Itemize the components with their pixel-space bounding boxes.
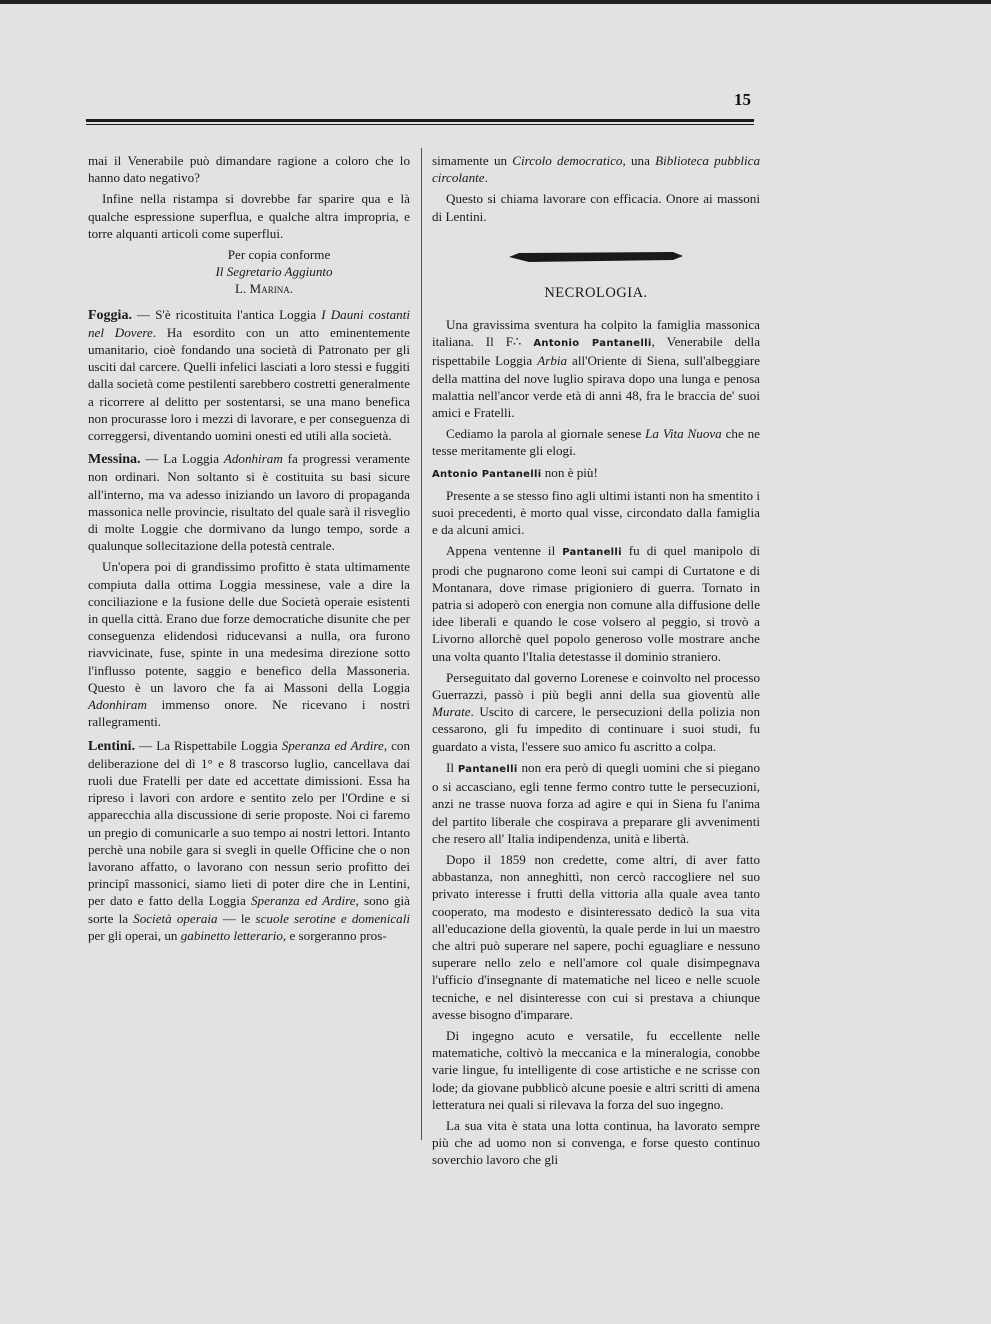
text: . Uscito di carcere, le persecuzioni della polizia non cessarono, gli fu impedito di continuare i suoi studi, fu guardato a vista, l'essere suo amico fu ascritto a colpa. bbox=[432, 704, 760, 754]
paragraph bbox=[432, 190, 760, 224]
text: Questo si chiama lavorare con efficacia. Onore ai massoni di Lentini. bbox=[432, 191, 760, 224]
emphasis: Circolo democratico bbox=[512, 153, 623, 168]
right-column bbox=[432, 152, 760, 1173]
paragraph bbox=[432, 1027, 760, 1113]
text: — le bbox=[217, 910, 256, 926]
text: . bbox=[484, 170, 488, 186]
paragraph bbox=[88, 152, 410, 186]
text: fa progressi veramente non ordinari. Non soltanto si è costituita su basi sicure all'interno, ma va adesso iniziando un lavoro di propaganda massonica nelle provincie, risultato del quale sarà il risveglio di molte Loggie che dormivano da lungo tempo, sorde a qualunque sollecitazione della potestà centrale. bbox=[88, 451, 410, 554]
text: Appena ventenne il bbox=[446, 543, 563, 559]
text: Una gravissima sventura ha colpito la famiglia massonica italiana. Il F∴ bbox=[432, 317, 760, 350]
lodge-name: Adonhiram bbox=[88, 697, 147, 713]
paragraph bbox=[432, 542, 760, 664]
paragraph bbox=[432, 487, 760, 539]
newspaper-name: La Vita Nuova bbox=[645, 426, 722, 442]
section-ornament bbox=[509, 251, 683, 263]
paragraph bbox=[432, 851, 760, 1023]
text: per gli operai, un bbox=[88, 927, 181, 943]
text: — S'è ricostituita l'antica Loggia bbox=[131, 306, 322, 322]
page-number: 15 bbox=[734, 90, 751, 109]
text: che ne tesse meritamente gli elogi. bbox=[432, 426, 760, 459]
news-item-lentini bbox=[88, 737, 410, 944]
paragraph bbox=[432, 759, 760, 847]
text: Infine nella ristampa si dovrebbe far sparire qua e là qualche espressione superflua, e qualche altra impropria, e torre alquanti articoli come superflui. bbox=[88, 191, 410, 241]
signature-line: Per copia conforme bbox=[227, 247, 331, 263]
news-item-foggia bbox=[88, 306, 410, 445]
text: Di ingegno acuto e versatile, fu eccellente nelle matematiche, coltivò la meccanica e la mineralogia, conobbe varie lingue, fu intelligente di cose artistiche e ne scrisse con lode; da giovane pubblicò alcune poesie e altri scritti di amena letteratura nei quali si rilevava la forza del suo ingegno. bbox=[432, 1027, 760, 1112]
paragraph bbox=[432, 316, 760, 421]
text: — La Loggia bbox=[140, 451, 224, 467]
person-name: Pantanelli bbox=[562, 547, 622, 559]
paragraph bbox=[432, 464, 760, 483]
text: fu di quel manipolo di prodi che pugnarono come leoni sui campi di Curtatone e di Montanara, dove rimase prigioniero di guerra. Tornato in patria si adoperò con energia non comune alla diffusione delle idee liberali e quando le cose volsero al peggio, si trovò a Livorno allorchè quel popolo generoso volle mostrare anche una volta quanto l'Italia detestasse il dominio straniero. bbox=[432, 543, 760, 664]
text: Cediamo la parola al giornale senese bbox=[446, 426, 646, 442]
place-name: Foggia. bbox=[88, 307, 132, 323]
text: , una bbox=[622, 153, 656, 168]
section-title: NECROLOGIA. bbox=[544, 284, 648, 301]
left-column bbox=[88, 152, 410, 948]
emphasis: gabinetto letterario bbox=[180, 927, 283, 943]
text: , Venerabile della rispettabile Loggia bbox=[432, 334, 760, 369]
text: . Ha esordito con un atto eminentemente umanitario, cioè fondando una società di Patronato per gli usciti dal carcere. Quelli infelici lasciati a loro stessi e fuggiti dalla società come pestilenti sarebbero costretti generalmente a ricorrere al delitto per sostentarsi, se una mano benefica non procurasse loro i mezzi di lavorare, e per conseguenza di correggersi, diventando uomini onesti ed utili alla società. bbox=[88, 324, 410, 444]
text: Perseguitato dal governo Lorenese e coinvolto nel processo Guerrazzi, passò i più begli anni della sua gioventù alle bbox=[432, 669, 760, 703]
text: Un'opera poi di grandissimo profitto è stata ultimamente compiuta dalla ottima Loggia messinese, vale a dire la conciliazione e la fusione delle due Società operaie esistenti in quella città. Erano due forze democratiche disunite che per conseguenza elidendosi riducevansi a nulla, ora furono riavvicinate, fuse, spinte in una medesima direzione sotto l'influsso potente, saggio e benefico della Massoneria. Questo è un lavoro che fa ai Massoni della Loggia bbox=[88, 559, 410, 695]
text: , con deliberazione del dì 1° e 8 trascorso luglio, cancellava dai ruoli due Fratelli per date ed accettate dimissioni. Essa ha ripreso i lavori con ardore e sentito zelo per l'Ordine e si apparecchia alla discussione di serie proposte. Noi ci faremo un pregio di comunicarle a suo tempo ai nostri lettori. Intanto perchè una nobile gara si svegli in quelle Officine che o non lavorano affatto, o lavorano con nessun serio profitto dei principî massonici, siamo lieti di poter dire che in Lentini, per dato e fatto della Loggia bbox=[88, 737, 411, 909]
text: simamente un bbox=[432, 153, 513, 168]
person-name: Pantanelli bbox=[457, 763, 518, 775]
text: all'Oriente di Siena, sull'albeggiare della mattina del nove luglio spirava dopo una lunga e penosa malattia nell'ancor verde età di anni 48, fra le braccia de' suoi amici e Fratelli. bbox=[432, 353, 761, 421]
column-divider bbox=[421, 148, 422, 1140]
lodge-name: Speranza ed Ardire bbox=[250, 893, 356, 909]
place-name: Lentini. bbox=[88, 738, 136, 754]
paragraph bbox=[432, 425, 760, 459]
emphasis: scuole serotine e domenicali bbox=[255, 910, 410, 926]
text: , e sorgeranno pros- bbox=[282, 927, 387, 943]
text: La sua vita è stata una lotta continua, ha lavorato sempre più che ad uomo non si convenga, e forse questo continuo soverchio lavoro che gli bbox=[432, 1117, 760, 1168]
text: Il bbox=[446, 759, 458, 775]
signature-role: Il Segretario Aggiunto bbox=[215, 264, 333, 280]
text: Dopo il 1859 non credette, come altri, di aver fatto abbastanza, non anneghittì, non cercò raccogliere nel suo privato interesse i frutti della vittoria alla quale avea tanto cooperato, ma modesto e disinteressato dedicò la sua vita all'educazione della gioventù, la quale perde in lui un maestro che altri può superare nel sapere, pochi eguagliare e nessuno superare nello zelo e nell'amore col quale disimpegnava l'ufficio d'insegnante di matematiche nel liceo e nelle scuole tecniche, e nel disinteresse con cui si prestava a chiunque avesse bisogno d'imparare. bbox=[432, 851, 760, 1022]
top-edge-line bbox=[0, 0, 991, 4]
place-emphasis: Murate bbox=[432, 704, 471, 720]
emphasis: Società operaia bbox=[133, 910, 218, 926]
emphasis: Biblioteca pubblica circolante bbox=[432, 153, 760, 186]
person-name: Antonio Pantanelli bbox=[533, 338, 652, 350]
paragraph bbox=[432, 152, 760, 186]
paragraph bbox=[432, 1117, 760, 1169]
person-name: Antonio Pantanelli bbox=[432, 468, 542, 480]
header-rule bbox=[86, 119, 754, 125]
text: mai il Venerabile può dimandare ragione a coloro che lo hanno dato negativo? bbox=[88, 153, 410, 186]
paragraph bbox=[88, 190, 410, 242]
text: non era però di quegli uomini che si piegano o si accasciano, egli tenne fermo contro tutte le persecuzioni, anzi ne trasse nuova forza ad agire e qui in Siena fu l'anima del partito liberale che cospirava a preparare gli avvenimenti che resero all' Italia indipendenza, unità e libertà. bbox=[432, 759, 761, 846]
lodge-name: I Dauni costanti nel Dovere bbox=[88, 306, 411, 340]
signature-block bbox=[88, 246, 410, 298]
place-name: Messina. bbox=[88, 452, 141, 468]
text: non è più! bbox=[541, 464, 598, 480]
text: , sono già sorte la bbox=[88, 893, 410, 926]
signature-name: L. Marina. bbox=[235, 281, 293, 297]
lodge-name: Adonhiram bbox=[223, 451, 283, 467]
text: Presente a se stesso fino agli ultimi istanti non ha smentito i suoi precedenti, è morto qual visse, circondato dalla famiglia e da alcuni amici. bbox=[432, 487, 760, 538]
text: immenso onore. Ne ricevano i nostri rallegramenti. bbox=[88, 697, 410, 730]
paragraph bbox=[88, 558, 410, 730]
text: — La Rispettabile Loggia bbox=[135, 737, 282, 753]
lodge-name: Speranza ed Ardire bbox=[281, 737, 384, 753]
paragraph bbox=[432, 669, 760, 755]
news-item-messina bbox=[88, 450, 410, 554]
lodge-name: Arbia bbox=[537, 353, 568, 369]
